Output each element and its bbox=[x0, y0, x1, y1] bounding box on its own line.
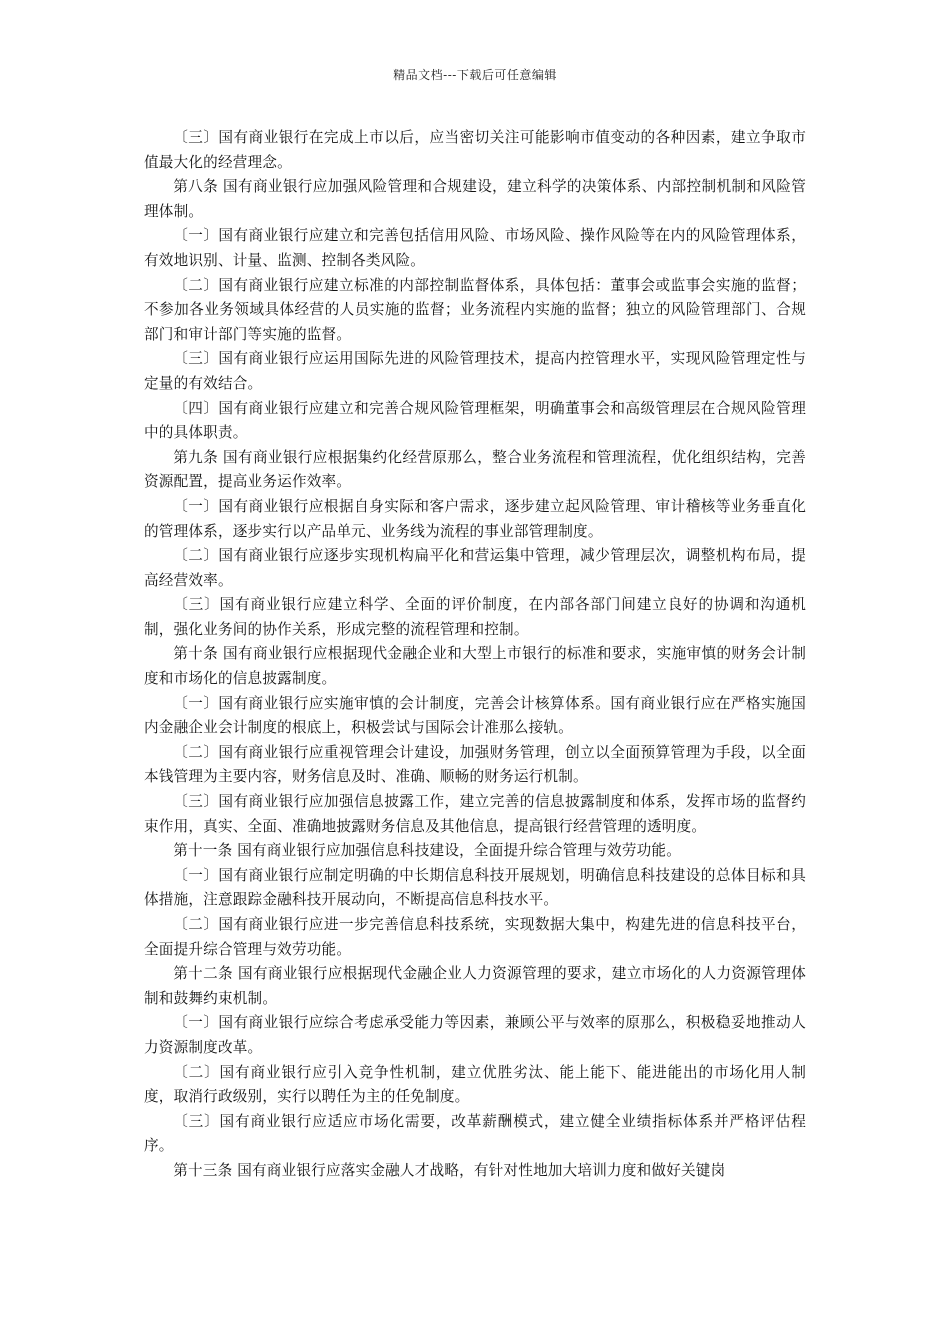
paragraph-20: 〔二〕国有商业银行应引入竞争性机制，建立优胜劣汰、能上能下、能进能出的市场化用人制度，取消行政级别，实行以聘任为主的任免制度。 bbox=[144, 1063, 806, 1106]
paragraph-19: 〔一〕国有商业银行应综合考虑承受能力等因素，兼顾公平与效率的原那么，积极稳妥地推动人力资源制度改革。 bbox=[144, 1014, 806, 1056]
paragraph-5: 〔三〕国有商业银行应运用国际先进的风险管理技术，提高内控管理水平，实现风险管理定性与定量的有效结合。 bbox=[144, 350, 806, 392]
paragraph-3: 〔一〕国有商业银行应建立和完善包括信用风险、市场风险、操作风险等在内的风险管理体系，有效地识别、计量、监测、控制各类风险。 bbox=[144, 227, 806, 269]
document-body bbox=[144, 126, 806, 1184]
page-header: 精品文档---下载后可任意编辑 bbox=[393, 68, 557, 82]
paragraph-2: 第八条 国有商业银行应加强风险管理和合规建设，建立科学的决策体系、内部控制机制和风险管理体制。 bbox=[144, 178, 806, 220]
paragraph-17: 〔二〕国有商业银行应进一步完善信息科技系统，实现数据大集中，构建先进的信息科技平台，全面提升综合管理与效劳功能。 bbox=[144, 916, 806, 958]
paragraph-16: 〔一〕国有商业银行应制定明确的中长期信息科技开展规划，明确信息科技建设的总体目标和具体措施，注意跟踪金融科技开展动向，不断提高信息科技水平。 bbox=[144, 866, 806, 909]
paragraph-10: 〔三〕国有商业银行应建立科学、全面的评价制度，在内部各部门间建立良好的协调和沟通机制，强化业务间的协作关系，形成完整的流程管理和控制。 bbox=[144, 596, 806, 638]
paragraph-11: 第十条 国有商业银行应根据现代金融企业和大型上市银行的标准和要求，实施审慎的财务会计制度和市场化的信息披露制度。 bbox=[144, 645, 806, 688]
paragraph-4: 〔二〕国有商业银行应建立标准的内部控制监督体系，具体包括：董事会或监事会实施的监督；不参加各业务领域具体经营的人员实施的监督；业务流程内实施的监督；独立的风险管理部门、合规部门和审计部门等实施的监督。 bbox=[144, 276, 806, 343]
paragraph-9: 〔二〕国有商业银行应逐步实现机构扁平化和营运集中管理，减少管理层次，调整机构布局，提高经营效率。 bbox=[144, 547, 806, 589]
paragraph-18: 第十二条 国有商业银行应根据现代金融企业人力资源管理的要求，建立市场化的人力资源管理体制和鼓舞约束机制。 bbox=[144, 965, 806, 1007]
paragraph-12: 〔一〕国有商业银行应实施审慎的会计制度，完善会计核算体系。国有商业银行应在严格实施国内金融企业会计制度的根底上，积极尝试与国际会计准那么接轨。 bbox=[144, 694, 806, 737]
paragraph-1: 〔三〕国有商业银行在完成上市以后，应当密切关注可能影响市值变动的各种因素，建立争取市值最大化的经营理念。 bbox=[144, 129, 806, 171]
paragraph-21: 〔三〕国有商业银行应适应市场化需要，改革薪酬模式，建立健全业绩指标体系并严格评估程序。 bbox=[144, 1112, 806, 1155]
paragraph-6: 〔四〕国有商业银行应建立和完善合规风险管理框架，明确董事会和高级管理层在合规风险管理中的具体职责。 bbox=[144, 399, 806, 442]
paragraph-22: 第十三条 国有商业银行应落实金融人才战略，有针对性地加大培训力度和做好关键岗 bbox=[173, 1161, 726, 1179]
paragraph-13: 〔二〕国有商业银行应重视管理会计建设，加强财务管理，创立以全面预算管理为手段，以全面本钱管理为主要内容，财务信息及时、准确、顺畅的财务运行机制。 bbox=[144, 743, 806, 786]
paragraph-15: 第十一条 国有商业银行应加强信息科技建设，全面提升综合管理与效劳功能。 bbox=[173, 842, 682, 860]
paragraph-8: 〔一〕国有商业银行应根据自身实际和客户需求，逐步建立起风险管理、审计稽核等业务垂直化的管理体系，逐步实行以产品单元、业务线为流程的事业部管理制度。 bbox=[144, 497, 806, 540]
paragraph-14: 〔三〕国有商业银行应加强信息披露工作，建立完善的信息披露制度和体系，发挥市场的监督约束作用，真实、全面、准确地披露财务信息及其他信息，提高银行经营管理的透明度。 bbox=[144, 793, 806, 835]
paragraph-7: 第九条 国有商业银行应根据集约化经营原那么，整合业务流程和管理流程，优化组织结构，完善资源配置，提高业务运作效率。 bbox=[144, 448, 806, 491]
